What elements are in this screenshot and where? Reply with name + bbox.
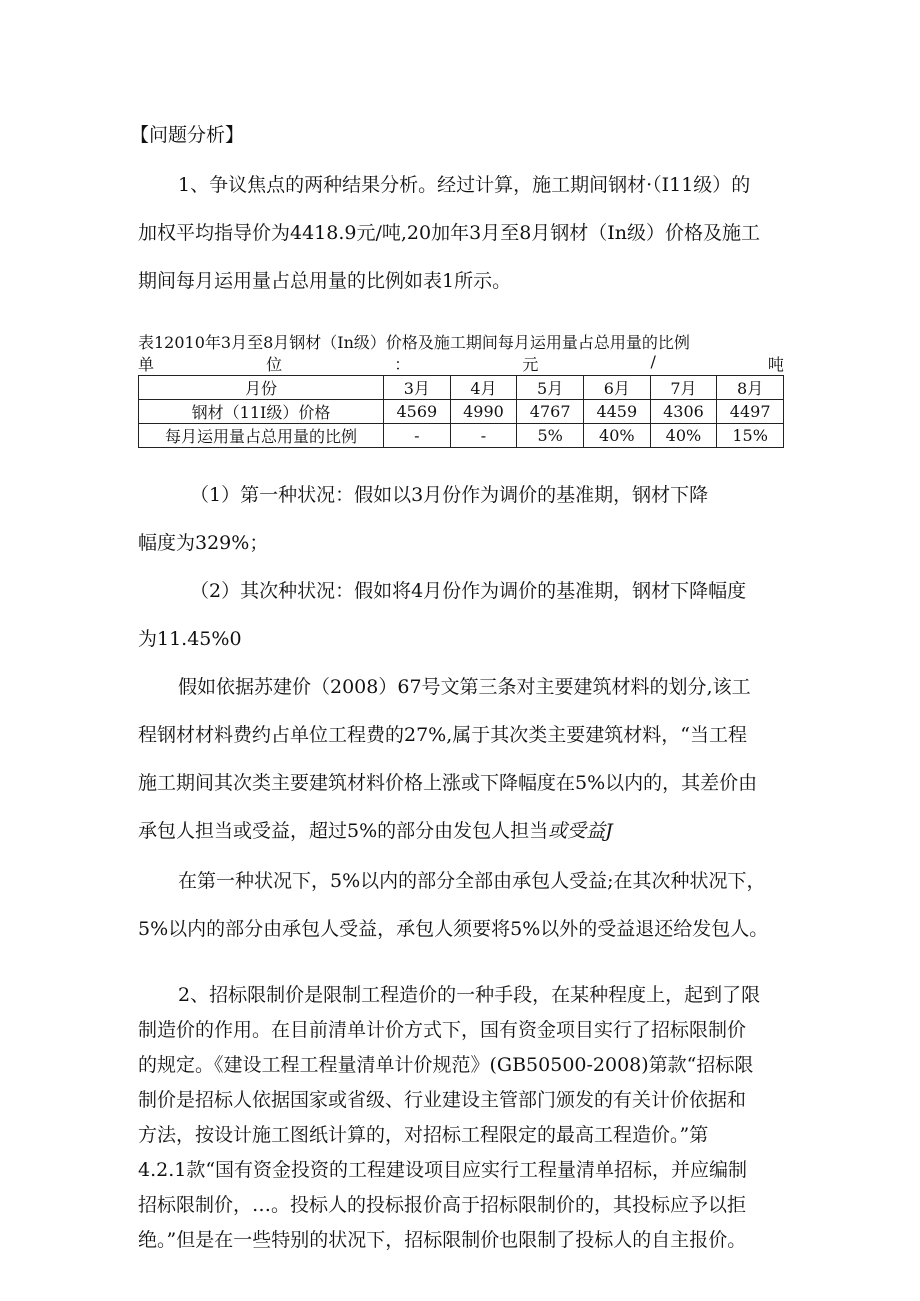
table-header-cell: 8月 (717, 376, 784, 400)
paragraph-line: 制价是招标人依据国家或省级、行业建设主管部门颁发的有关计价依据和 (138, 1089, 747, 1111)
unit-part: / (650, 352, 656, 371)
table-unit-line (138, 352, 784, 375)
table-cell: 4990 (450, 400, 517, 424)
table-cell: 4569 (384, 400, 451, 424)
paragraph-line: 1、争议焦点的两种结果分析。经过计算，施工期间钢材·（I11级）的 (178, 174, 751, 196)
table-caption: 表12010年3月至8月钢材（In级）价格及施工期间每月运用量占总用量的比例 (138, 333, 690, 352)
table-cell: - (384, 424, 451, 448)
paragraph-text: 承包人担当或受益，超过5%的部分由发包人担当 (138, 820, 549, 842)
paragraph-line: 5%以内的部分由承包人受益，承包人须要将5%以外的受益退还给发包人。 (138, 918, 769, 940)
table-cell: - (450, 424, 517, 448)
unit-part: 单 (138, 355, 155, 374)
table-cell: 40% (583, 424, 650, 448)
unit-part: 吨 (767, 355, 784, 374)
table-row (139, 400, 784, 424)
paragraph-line: 4.2.1款“国有资金投资的工程建设项目应实行工程量清单招标，并应编制 (138, 1159, 748, 1181)
unit-part: ： (394, 355, 411, 374)
table-header-cell: 7月 (650, 376, 717, 400)
paragraph-line: 施工期间其次类主要建筑材料价格上涨或下降幅度在5%以内的，其差价由 (138, 772, 758, 794)
table-cell: 4459 (583, 400, 650, 424)
table-cell: 15% (717, 424, 784, 448)
paragraph-line: 在第一种状况下，5%以内的部分全部由承包人受益;在其次种状况下， (178, 870, 766, 892)
paragraph-line: 为11.45%0 (138, 628, 242, 650)
steel-price-table (138, 375, 784, 448)
paragraph-line: 招标限制价，…。投标人的投标报价高于招标限制价的，其投标应予以拒 (138, 1194, 747, 1216)
paragraph-line: 假如依据苏建价（2008）67号文第三条对主要建筑材料的划分,该工 (178, 676, 751, 698)
paragraph-line: 期间每月运用量占总用量的比例如表1所示。 (138, 270, 512, 292)
table-header-cell: 3月 (384, 376, 451, 400)
table-cell: 5% (517, 424, 584, 448)
paragraph-line: （2）其次种状况：假如将4月份作为调价的基准期，钢材下降幅度 (190, 580, 747, 602)
paragraph-line (138, 816, 613, 843)
section-heading: 【问题分析】 (130, 124, 245, 146)
table-header-cell: 6月 (583, 376, 650, 400)
table-row (139, 424, 784, 448)
table-cell: 每月运用量占总用量的比例 (139, 424, 384, 448)
unit-part: 位 (266, 355, 283, 374)
paragraph-line: 2、招标限制价是限制工程造价的一种手段，在某种程度上，起到了限 (178, 984, 761, 1006)
table-header-cell: 5月 (517, 376, 584, 400)
paragraph-line: 绝。”但是在一些特别的状况下，招标限制价也限制了投标人的自主报价。 (138, 1229, 747, 1251)
paragraph-line: （1）第一种状况：假如以3月份作为调价的基准期，钢材下降 (190, 484, 709, 506)
table-cell: 40% (650, 424, 717, 448)
table-cell: 4306 (650, 400, 717, 424)
table-cell: 4497 (717, 400, 784, 424)
paragraph-line: 程钢材材料费约占单位工程费的27%,属于其次类主要建筑材料，“当工程 (138, 724, 747, 746)
paragraph-line: 的规定。《建设工程工程量清单计价规范》(GB50500-2008)第款“招标限 (138, 1054, 754, 1076)
table-cell: 钢材（11I级）价格 (139, 400, 384, 424)
table-header-cell: 月份 (139, 376, 384, 400)
table-header-cell: 4月 (450, 376, 517, 400)
table-cell: 4767 (517, 400, 584, 424)
paragraph-line: 方法，按设计施工图纸计算的，对招标工程限定的最高工程造价。”第 (138, 1124, 709, 1146)
unit-part: 元 (522, 355, 539, 374)
paragraph-line: 幅度为329%； (138, 532, 269, 554)
italic-text: 或受益J (548, 820, 613, 842)
table-header-row (139, 376, 784, 400)
paragraph-line: 加权平均指导价为4418.9元/吨,20加年3月至8月钢材（In级）价格及施工 (138, 222, 761, 244)
paragraph-line: 制造价的作用。在目前清单计价方式下，国有资金项目实行了招标限制价 (138, 1019, 747, 1041)
